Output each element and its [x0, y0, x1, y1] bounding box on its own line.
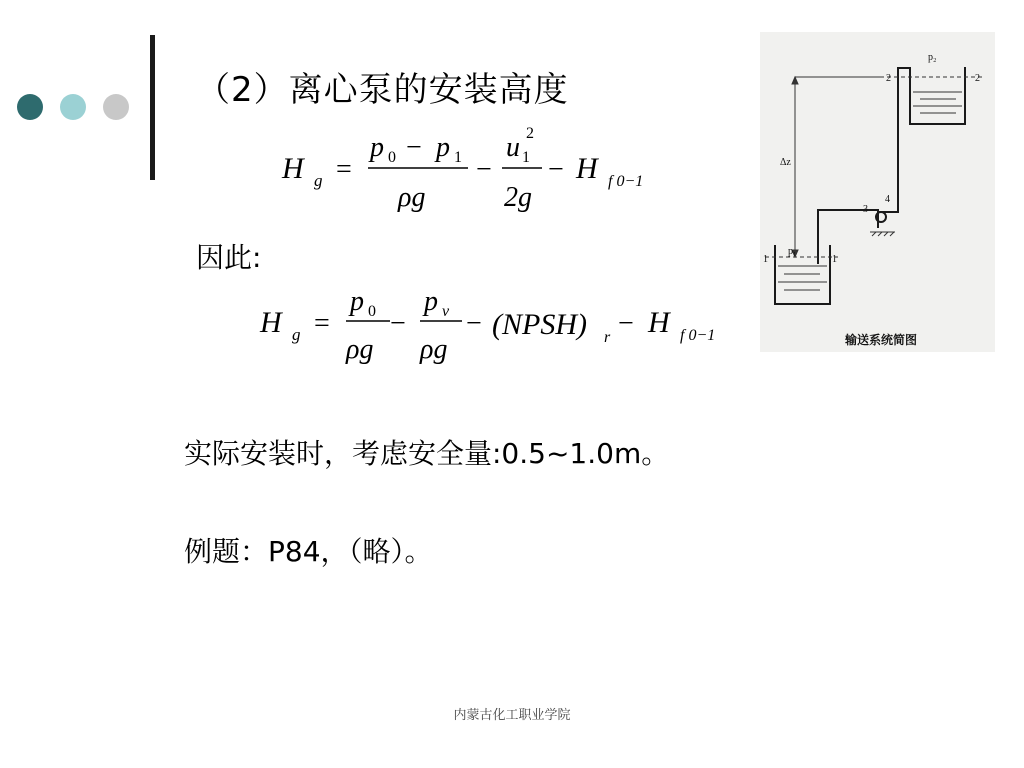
decor-dot-gray [103, 94, 129, 120]
example-note: 例题：P84，（略）。 [184, 535, 433, 568]
f1-frac2-num-sub: 1 [522, 149, 530, 166]
label-2-right: 2 [975, 73, 980, 84]
f1-minus2: − [548, 154, 564, 185]
f1-last-sub: f 0−1 [608, 173, 644, 190]
f1-last: H [576, 152, 598, 185]
label-3: 3 [863, 204, 868, 215]
decor-dot-dark [17, 94, 43, 120]
f1-frac2-num-sup: 2 [526, 125, 534, 142]
f2-last: H [648, 306, 670, 339]
footer-institution: 内蒙古化工职业学院 [453, 708, 571, 723]
f2-minus3: − [618, 308, 634, 339]
label-1-left: 1 [763, 254, 768, 265]
diagram-caption: 输送系统简图 [845, 333, 918, 347]
f2-minus2: − [466, 308, 482, 339]
f2-npsh-sub: r [604, 329, 611, 346]
f2-last-sub: f 0−1 [680, 327, 716, 344]
f2-frac1-num-sub: 0 [368, 303, 376, 320]
f2-lhs-sub: g [292, 325, 301, 344]
formula-1 [270, 118, 670, 218]
f1-frac1-num-b-sub: 1 [454, 149, 462, 166]
f2-minus1: − [390, 308, 406, 339]
f1-frac1-num-a: p [370, 132, 384, 163]
f2-eq: = [314, 308, 330, 339]
pump-system-diagram [760, 32, 995, 352]
f2-frac1-den: ρg [346, 334, 374, 365]
f1-lhs: H [282, 152, 304, 185]
f1-eq: = [336, 154, 352, 185]
label-p2: p₂ [928, 52, 937, 63]
f1-frac1-minus: − [406, 132, 422, 163]
decor-vertical-bar [150, 35, 155, 180]
f1-lhs-sub: g [314, 171, 323, 190]
f1-frac2-num: u [506, 132, 520, 163]
f2-frac2-num: p [424, 286, 438, 317]
label-dz: Δz [780, 157, 791, 168]
f2-frac1-num: p [350, 286, 364, 317]
f1-minus1: − [476, 154, 492, 185]
label-p1: p₁ [788, 246, 797, 257]
f1-frac1-den: ρg [398, 182, 426, 213]
f1-frac1-num-a-sub: 0 [388, 149, 396, 166]
label-1-right: 1 [832, 254, 837, 265]
f2-lhs: H [260, 306, 282, 339]
f2-frac2-num-sub: v [442, 303, 450, 320]
slide-title: （2）离心泵的安装高度 [196, 70, 569, 110]
label-4: 4 [885, 194, 890, 205]
therefore-label: 因此: [196, 241, 262, 274]
decor-dot-teal [60, 94, 86, 120]
safety-margin-note: 实际安装时，考虑安全量:0.5~1.0m。 [184, 437, 670, 470]
f2-frac2-den: ρg [420, 334, 448, 365]
f2-npsh: (NPSH) [492, 308, 587, 341]
f1-frac1-num-b: p [436, 132, 450, 163]
f1-frac2-den: 2g [504, 182, 532, 213]
formula-2 [252, 280, 732, 380]
label-2-left: 2 [886, 73, 891, 84]
